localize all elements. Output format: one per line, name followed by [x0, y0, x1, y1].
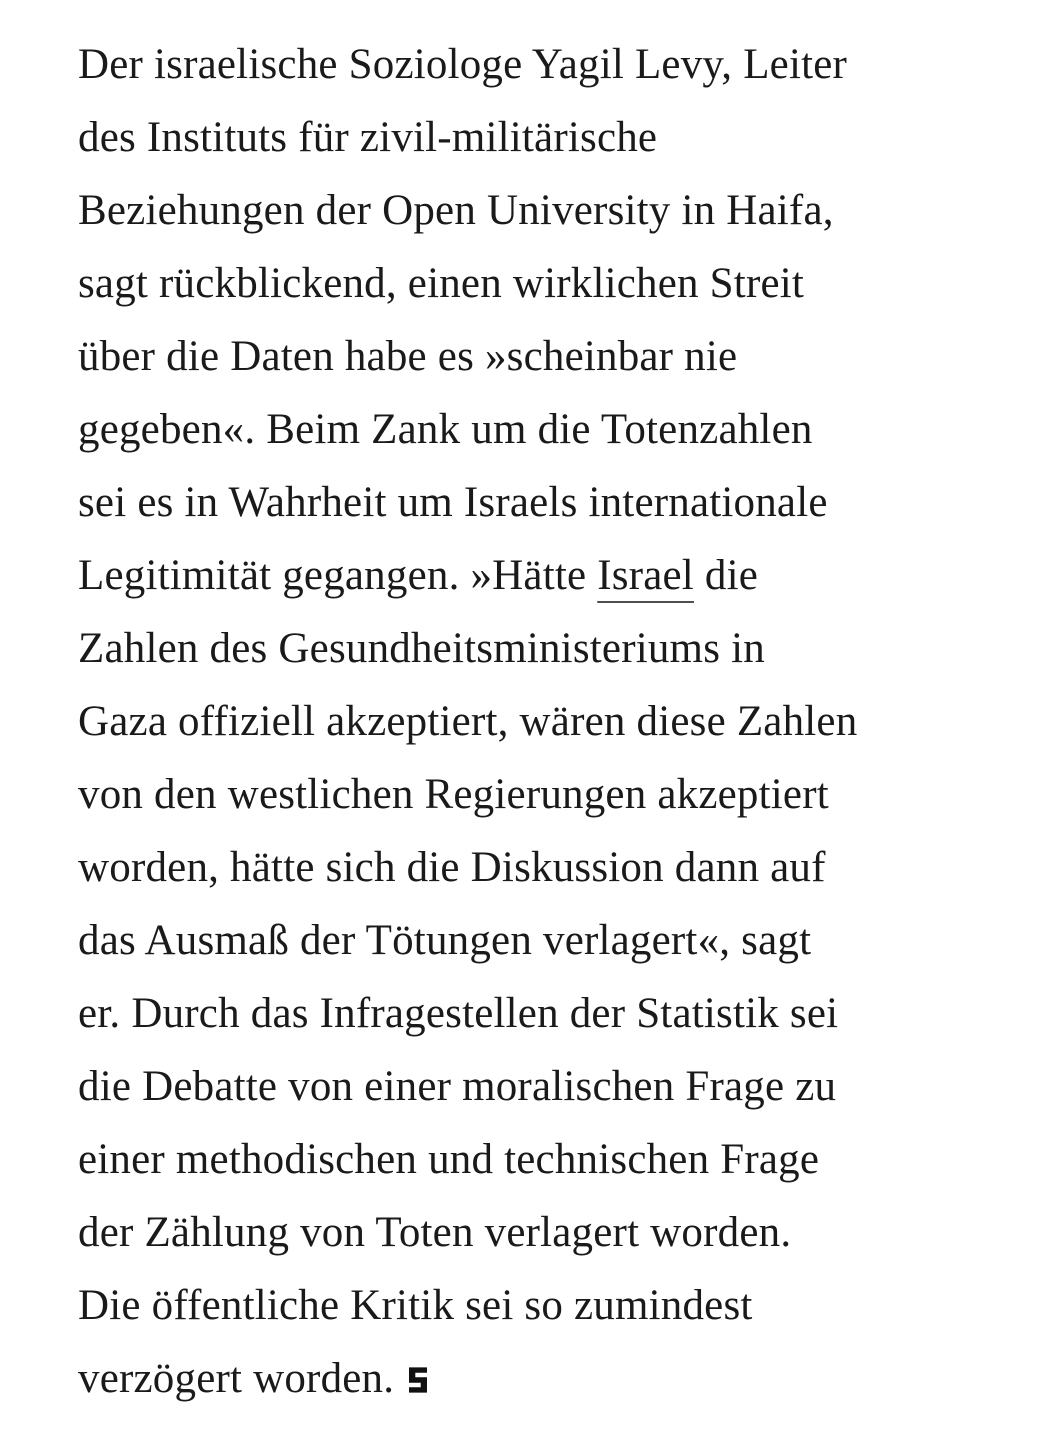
paragraph-line: des Instituts für zivil-militärische: [78, 114, 658, 161]
paragraph-line: sagt rückblickend, einen wirklichen Streit: [78, 260, 805, 307]
paragraph-line: die Debatte von einer moralischen Frage zu: [78, 1063, 837, 1110]
paragraph-line: Gaza offiziell akzeptiert, wären diese Zahlen: [78, 698, 858, 745]
paragraph-line: der Zählung von Toten verlagert worden.: [78, 1209, 792, 1256]
paragraph-line: einer methodischen und technischen Frage: [78, 1136, 820, 1183]
paragraph-line: von den westlichen Regierungen akzeptiert: [78, 771, 829, 818]
paragraph-line: sei es in Wahrheit um Israels internationale: [78, 479, 828, 526]
paragraph-last-line: [78, 1342, 1022, 1415]
paragraph-line: Beziehungen der Open University in Haifa,: [78, 187, 834, 234]
spiegel-s-icon: [409, 1366, 427, 1394]
link-line-post-text: die: [693, 552, 759, 599]
paragraph-line: worden, hätte sich die Diskussion dann auf: [78, 844, 826, 891]
link-line-pre-text: Legitimität gegangen. »Hätte: [78, 552, 598, 599]
paragraph-line: das Ausmaß der Tötungen verlagert«, sagt: [78, 917, 812, 964]
paragraph-line: über die Daten habe es »scheinbar nie: [78, 333, 738, 380]
paragraph-line: Zahlen des Gesundheitsministeriums in: [78, 625, 765, 672]
paragraph-line: gegeben«. Beim Zank um die Totenzahlen: [78, 406, 813, 453]
paragraph-line-with-link: [78, 539, 1022, 612]
paragraph-line: Die öffentliche Kritik sei so zumindest: [78, 1282, 753, 1329]
paragraph-line: er. Durch das Infragestellen der Statistik sei: [78, 990, 839, 1037]
paragraph-line: Der israelische Soziologe Yagil Levy, Leiter: [78, 41, 848, 88]
last-line-text: verzögert worden.: [78, 1355, 395, 1402]
israel-link[interactable]: Israel: [597, 552, 694, 599]
